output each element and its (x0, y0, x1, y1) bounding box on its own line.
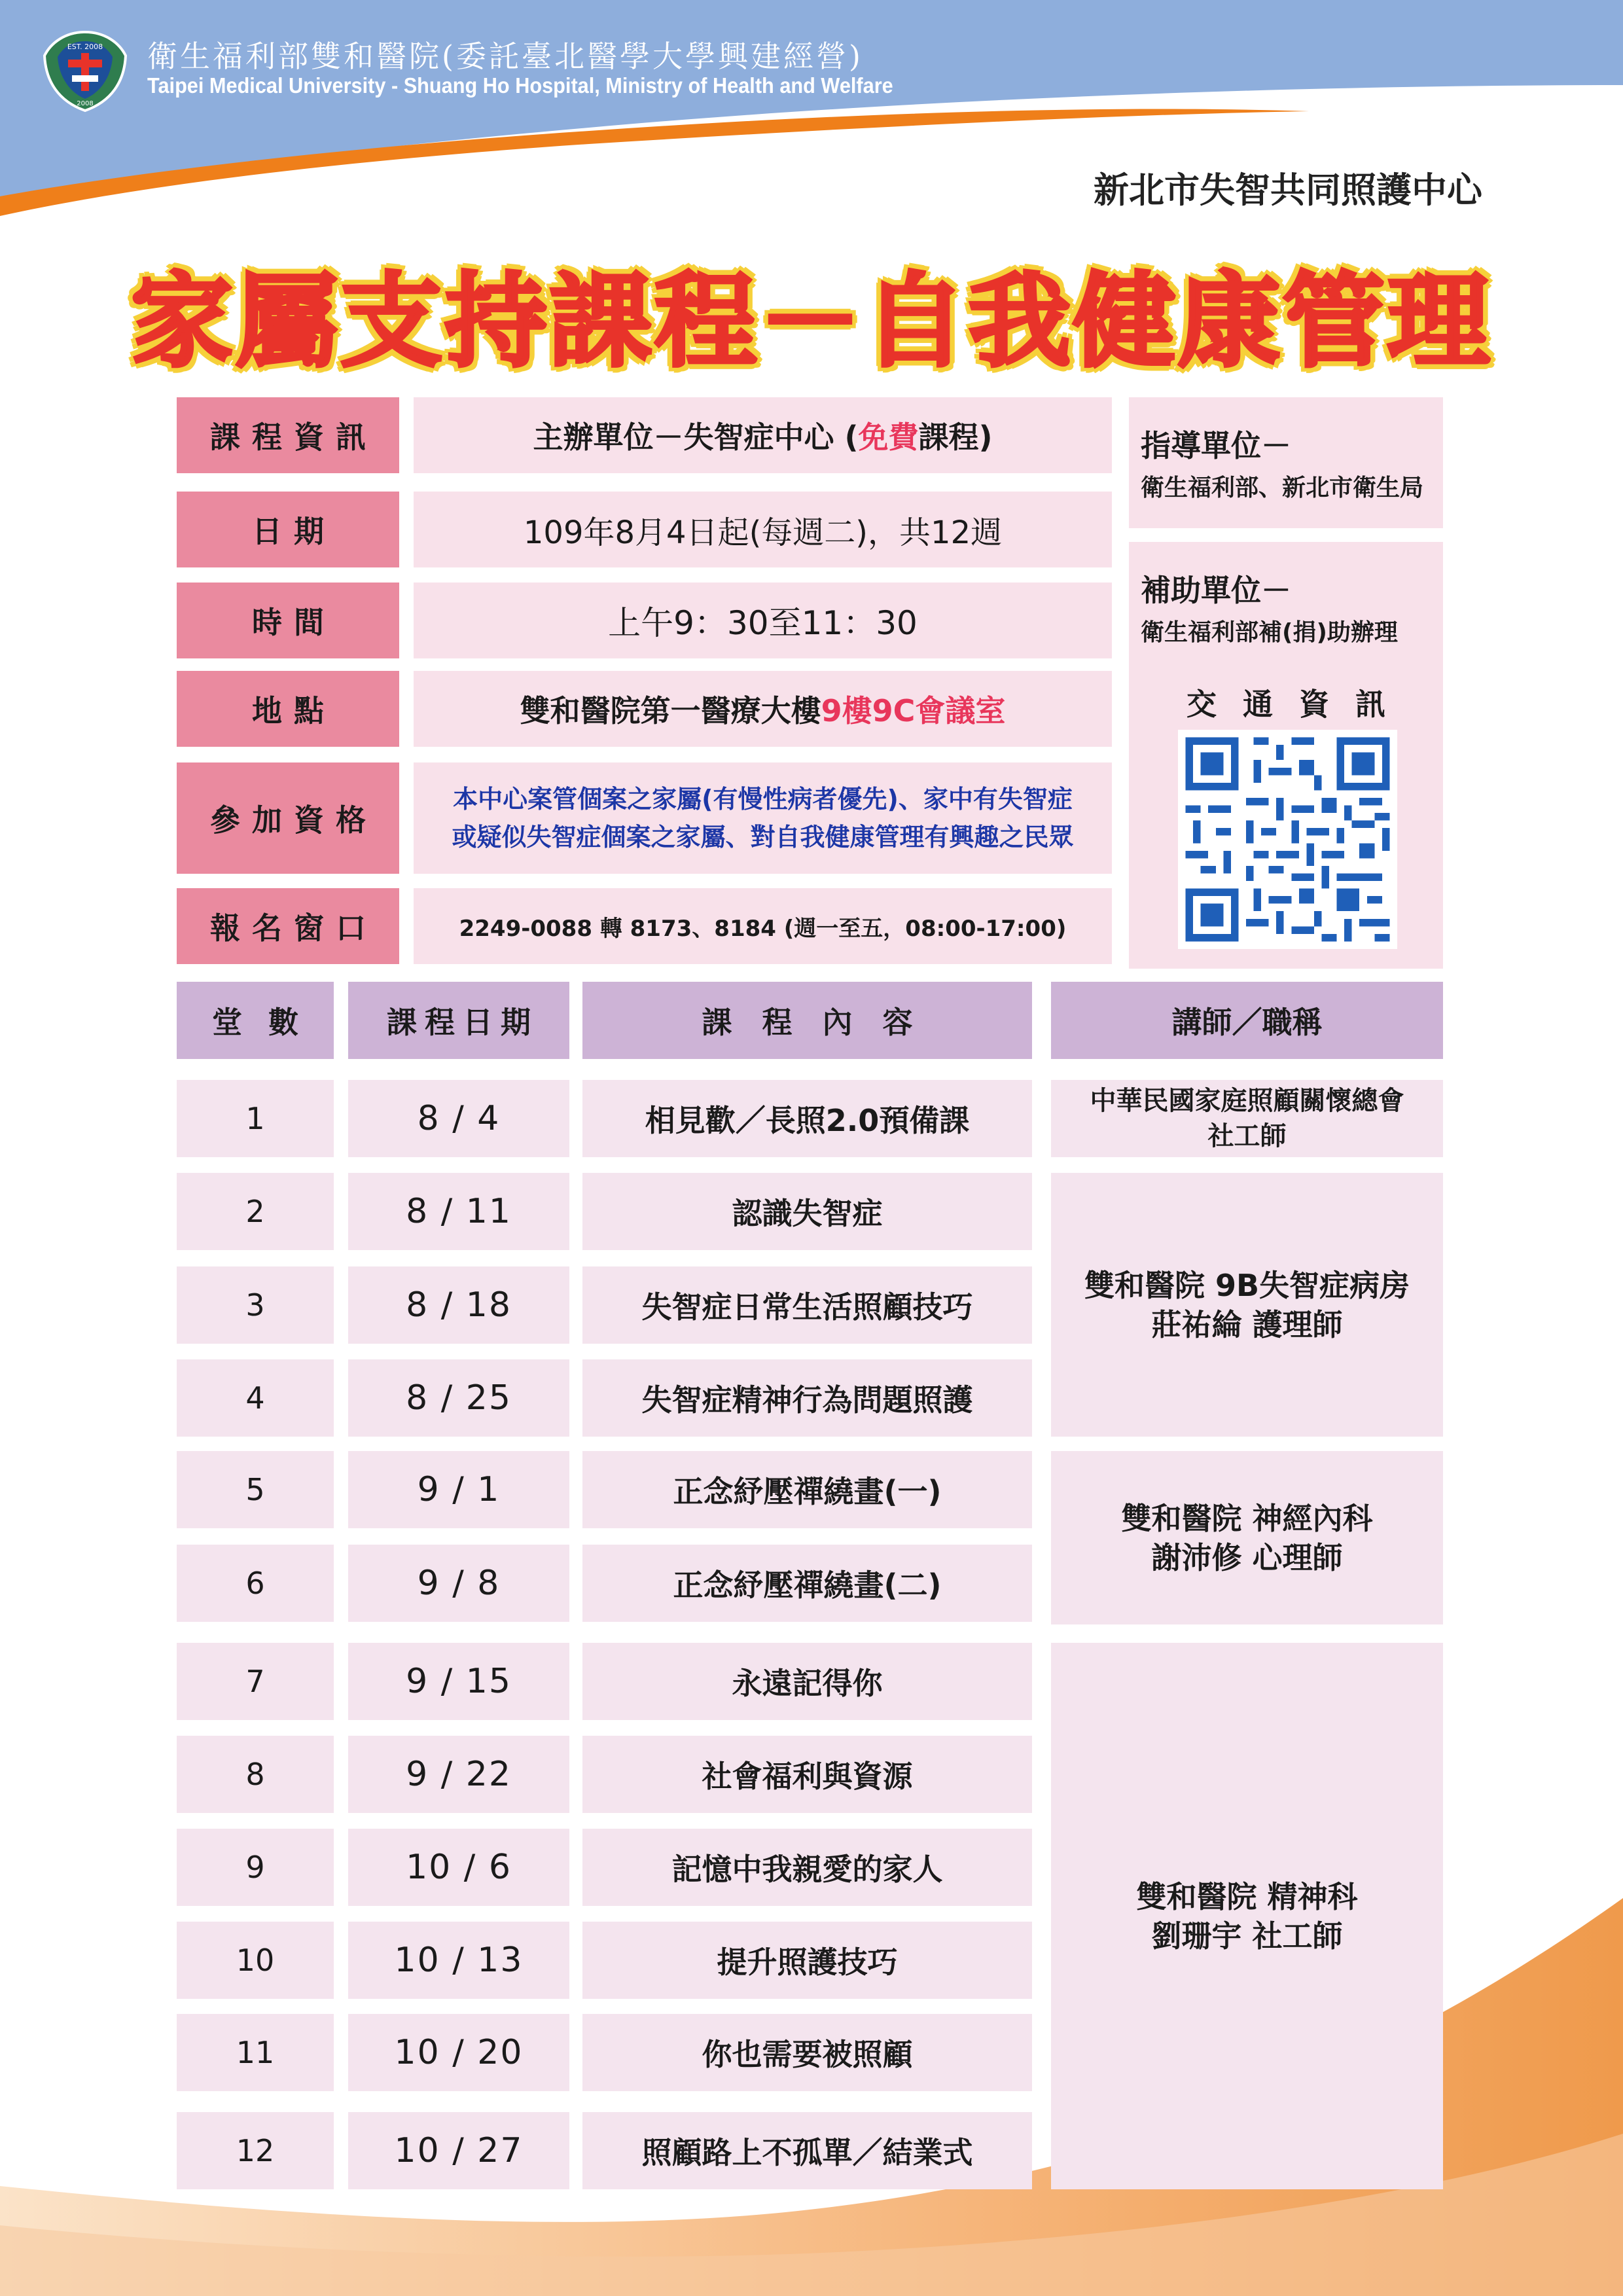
registration-label: 報名窗口 (177, 888, 399, 964)
instructor-2-line-1: 雙和醫院 9B失智症病房 (1084, 1267, 1410, 1303)
logo-text-bottom: 2008 (77, 100, 94, 107)
th-instructor: 講師／職稱 (1051, 982, 1443, 1059)
traffic-title: 交通資訊 (1186, 687, 1412, 722)
instructor-group-2 (1051, 1173, 1443, 1437)
course-info-suffix: 課程) (918, 420, 993, 455)
qualification-label: 參加資格 (177, 762, 399, 874)
guidance-box (1129, 397, 1443, 528)
row-8-session: 8 (177, 1736, 334, 1813)
course-info-highlight: 免費 (858, 420, 919, 455)
page-title: 家屬支持課程－自我健康管理 (131, 262, 1492, 381)
location-prefix: 雙和醫院第一醫療大樓 (520, 693, 821, 728)
row-2-date: 8 / 11 (348, 1173, 569, 1250)
row-3-content: 失智症日常生活照顧技巧 (582, 1266, 1032, 1344)
qualification-line-1: 本中心案管個案之家屬(有慢性病者優先)、家中有失智症 (453, 785, 1073, 814)
instructor-1-line-2: 社工師 (1207, 1121, 1287, 1151)
row-1-content: 相見歡／長照2.0預備課 (582, 1080, 1032, 1157)
row-7-session: 7 (177, 1643, 334, 1720)
location-value (414, 671, 1112, 747)
date-label: 日期 (177, 492, 399, 567)
row-1-session: 1 (177, 1080, 334, 1157)
qualification-line-2: 或疑似失智症個案之家屬、對自我健康管理有興趣之民眾 (452, 823, 1074, 852)
row-12-date: 10 / 27 (348, 2112, 569, 2189)
subsidy-value: 衛生福利部補(捐)助辦理 (1141, 619, 1398, 646)
th-content: 課程內容 (582, 982, 1032, 1059)
time-label: 時間 (177, 583, 399, 658)
row-11-date: 10 / 20 (348, 2014, 569, 2091)
th-date: 課程日期 (348, 982, 569, 1059)
row-5-date: 9 / 1 (348, 1451, 569, 1528)
row-8-date: 9 / 22 (348, 1736, 569, 1813)
row-6-session: 6 (177, 1545, 334, 1622)
hospital-name-zh: 衛生福利部雙和醫院(委託臺北醫學大學興建經營) (147, 39, 863, 74)
row-2-session: 2 (177, 1173, 334, 1250)
row-3-session: 3 (177, 1266, 334, 1344)
row-3-date: 8 / 18 (348, 1266, 569, 1344)
row-1-date: 8 / 4 (348, 1080, 569, 1157)
instructor-3-line-2: 謝沛修 心理師 (1151, 1539, 1343, 1575)
location-highlight: 9樓9C會議室 (821, 693, 1006, 728)
row-9-date: 10 / 6 (348, 1829, 569, 1906)
instructor-group-1 (1051, 1080, 1443, 1157)
row-11-content: 你也需要被照顧 (582, 2014, 1032, 2091)
instructor-2-line-2: 莊祐綸 護理師 (1151, 1306, 1343, 1342)
row-10-content: 提升照護技巧 (582, 1922, 1032, 1999)
row-8-content: 社會福利與資源 (582, 1736, 1032, 1813)
row-4-session: 4 (177, 1359, 334, 1437)
row-4-date: 8 / 25 (348, 1359, 569, 1437)
row-5-content: 正念紓壓禪繞畫(一) (582, 1451, 1032, 1528)
guidance-value: 衛生福利部、新北市衛生局 (1141, 475, 1424, 501)
date-value: 109年8月4日起(每週二)，共12週 (414, 492, 1112, 567)
course-info-label: 課程資訊 (177, 397, 399, 473)
row-12-content: 照顧路上不孤單／結業式 (582, 2112, 1032, 2189)
instructor-1-line-1: 中華民國家庭照顧關懷總會 (1090, 1086, 1404, 1116)
location-label: 地點 (177, 671, 399, 747)
row-9-content: 記憶中我親愛的家人 (582, 1829, 1032, 1906)
hospital-emblem-icon (39, 29, 131, 113)
guidance-title: 指導單位－ (1141, 428, 1291, 463)
row-10-session: 10 (177, 1922, 334, 1999)
instructor-group-3 (1051, 1451, 1443, 1624)
logo-text-top: EST. 2008 (67, 43, 103, 51)
instructor-3-line-1: 雙和醫院 神經內科 (1121, 1500, 1373, 1536)
row-12-session: 12 (177, 2112, 334, 2189)
qr-code-icon[interactable] (1178, 730, 1397, 949)
instructor-4-line-1: 雙和醫院 精神科 (1136, 1878, 1358, 1914)
registration-value: 2249-0088 轉 8173、8184 (週一至五，08:00-17:00) (414, 888, 1112, 964)
subsidy-title: 補助單位－ (1141, 573, 1291, 608)
row-10-date: 10 / 13 (348, 1922, 569, 1999)
course-info-value (414, 397, 1112, 473)
row-7-date: 9 / 15 (348, 1643, 569, 1720)
row-4-content: 失智症精神行為問題照護 (582, 1359, 1032, 1437)
center-name: 新北市失智共同照護中心 (1094, 170, 1482, 211)
subsidy-box (1129, 542, 1443, 673)
time-value: 上午9：30至11：30 (414, 583, 1112, 658)
row-11-session: 11 (177, 2014, 334, 2091)
row-6-date: 9 / 8 (348, 1545, 569, 1622)
hospital-name-en: Taipei Medical University - Shuang Ho Hospital, Ministry of Health and Welfare (147, 73, 893, 98)
row-6-content: 正念紓壓禪繞畫(二) (582, 1545, 1032, 1622)
row-2-content: 認識失智症 (582, 1173, 1032, 1250)
course-info-prefix: 主辦單位－失智症中心 ( (533, 420, 859, 455)
qualification-value (414, 762, 1112, 874)
row-9-session: 9 (177, 1829, 334, 1906)
row-7-content: 永遠記得你 (582, 1643, 1032, 1720)
instructor-group-4 (1051, 1643, 1443, 2189)
row-5-session: 5 (177, 1451, 334, 1528)
th-session: 堂數 (177, 982, 334, 1059)
instructor-4-line-2: 劉珊宇 社工師 (1151, 1918, 1343, 1954)
